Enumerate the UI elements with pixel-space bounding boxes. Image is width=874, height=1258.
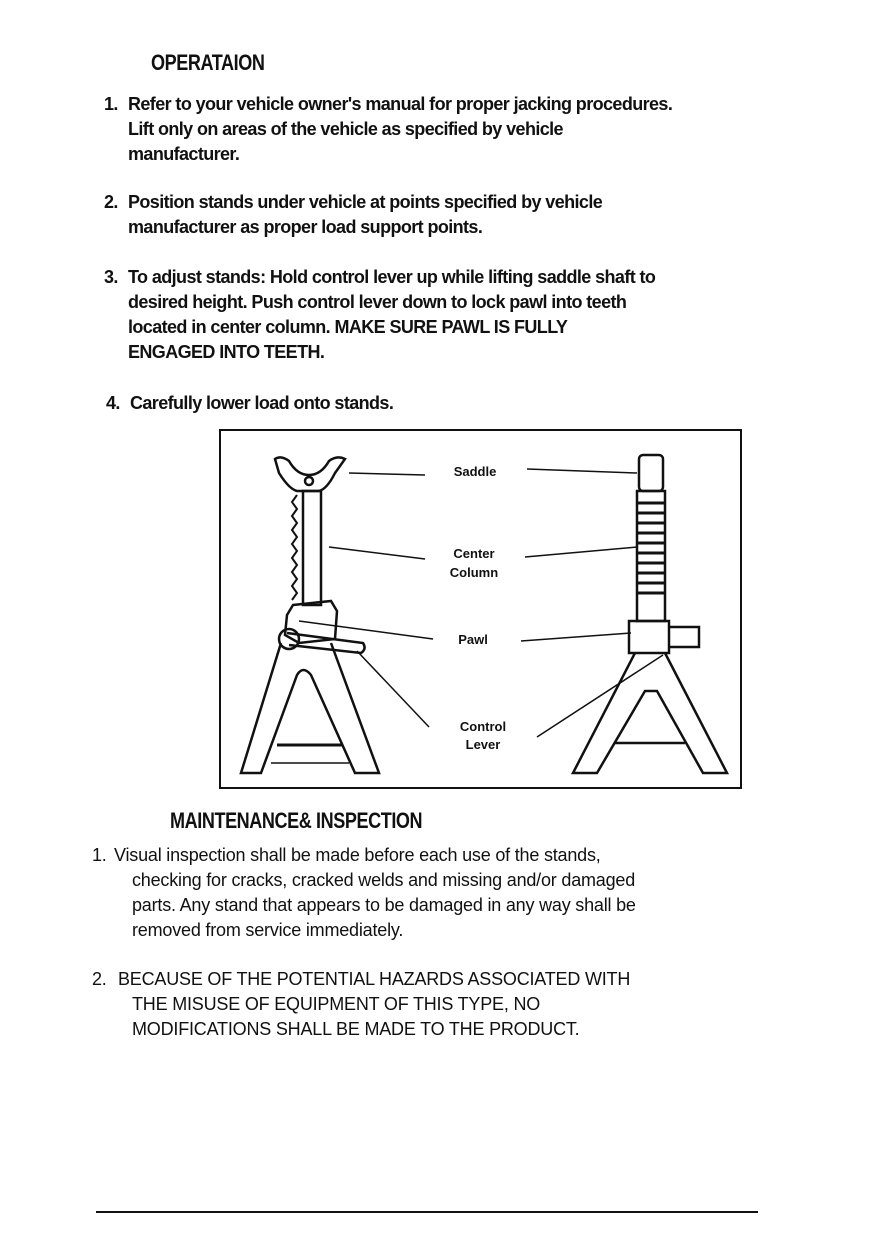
item-text-line: MODIFICATIONS SHALL BE MADE TO THE PRODUCT. (132, 1019, 580, 1039)
step-text-line: desired height. Push control lever down to lock pawl into teeth (128, 292, 627, 312)
leader-column-right (525, 547, 637, 557)
step-number: 4. (106, 393, 120, 413)
step-text-line: Carefully lower load onto stands. (130, 393, 394, 413)
saddle-shaft (303, 491, 321, 605)
leader-column-left (329, 547, 425, 559)
step-text-line: manufacturer. (128, 144, 240, 164)
footer-rule (96, 1211, 758, 1213)
leader-pawl-right (521, 633, 631, 641)
label-control: Control (459, 719, 507, 734)
leader-lines (299, 469, 663, 737)
maintenance-heading: MAINTENANCE& INSPECTION (170, 808, 423, 833)
label-saddle: Saddle (453, 464, 497, 479)
item-text-line: BECAUSE OF THE POTENTIAL HAZARDS ASSOCIATED WITH (118, 969, 631, 989)
label-lever: Lever (465, 737, 501, 752)
item-number: 2. (92, 969, 107, 989)
step-text-line: Refer to your vehicle owner's manual for proper jacking procedures. (128, 94, 673, 114)
operation-step-2 (104, 190, 744, 240)
leader-saddle-right (527, 469, 637, 473)
front-view-stand (573, 455, 727, 773)
item-text-line: Visual inspection shall be made before each use of the stands, (114, 845, 601, 865)
stand-legs-side (241, 643, 379, 773)
step-number: 2. (104, 192, 118, 212)
item-text-line: parts. Any stand that appears to be damaged in any way shall be (132, 895, 636, 915)
step-number: 1. (104, 94, 118, 114)
label-pawl: Pawl (458, 632, 488, 647)
step-text-line: ENGAGED INTO TEETH. (128, 342, 325, 362)
saddle-hole (305, 477, 313, 485)
operation-step-4 (106, 391, 746, 416)
step-text-line: Position stands under vehicle at points specified by vehicle (128, 192, 603, 212)
step-text-line: manufacturer as proper load support points. (128, 217, 483, 237)
label-center: Center (453, 546, 495, 561)
item-text-line: THE MISUSE OF EQUIPMENT OF THIS TYPE, NO (132, 994, 541, 1014)
item-number: 1. (92, 845, 107, 865)
column-bands (637, 503, 665, 593)
ratchet-teeth (292, 495, 297, 600)
item-text-line: checking for cracks, cracked welds and missing and/or damaged (132, 870, 636, 890)
maintenance-item-2 (92, 967, 742, 1042)
step-text-line: Lift only on areas of the vehicle as specified by vehicle (128, 119, 563, 139)
leader-lever-left (357, 651, 429, 727)
operation-step-1 (104, 92, 744, 167)
center-column-front (637, 491, 665, 621)
label-column: Column (449, 565, 499, 580)
pawl-block-front (629, 621, 669, 653)
jack-stand-diagram (219, 429, 742, 789)
leader-saddle-left (349, 473, 425, 475)
saddle-top-front (639, 455, 663, 491)
step-text-line: located in center column. MAKE SURE PAWL IS FULLY (128, 317, 568, 337)
operation-step-3 (104, 265, 744, 365)
control-lever-front (669, 627, 699, 647)
side-view-stand (241, 457, 379, 773)
operation-heading: OPERATAION (151, 50, 265, 75)
leader-lever-right (537, 655, 663, 737)
stand-legs-front (573, 653, 727, 773)
item-text-line: removed from service immediately. (132, 920, 404, 940)
step-text-line: To adjust stands: Hold control lever up while lifting saddle shaft to (128, 267, 656, 287)
maintenance-item-1 (92, 843, 742, 943)
step-number: 3. (104, 267, 118, 287)
